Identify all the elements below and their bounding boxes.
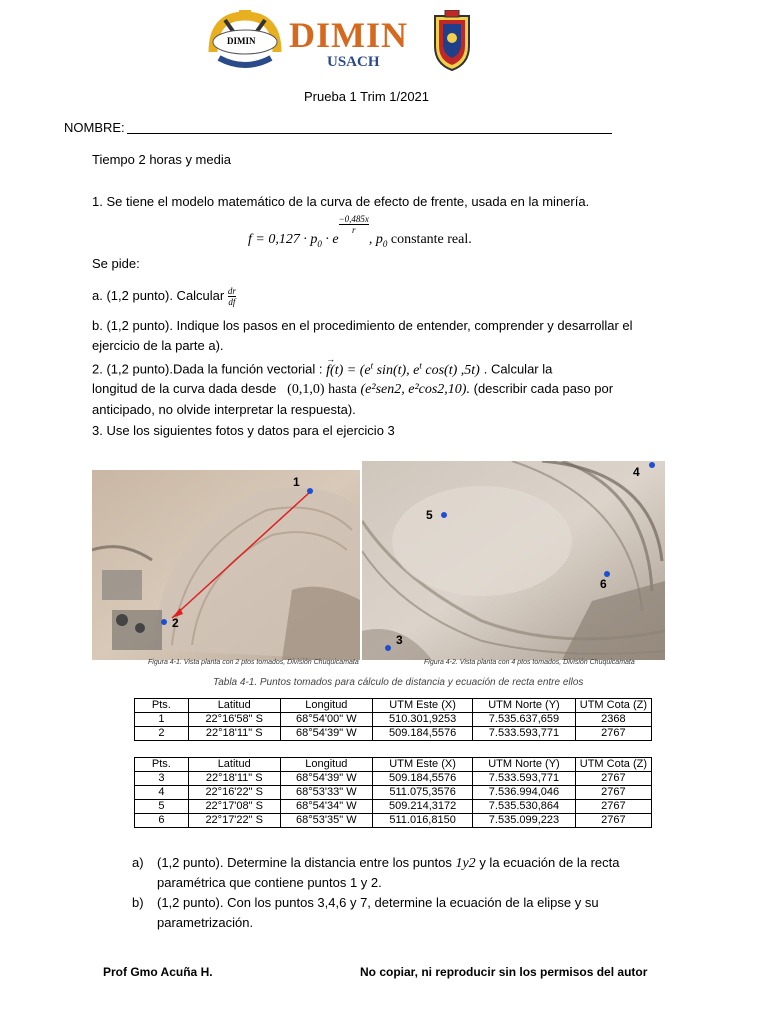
nombre-underline — [127, 133, 612, 134]
table-cell: 22°16'22" S — [188, 786, 280, 800]
sub-b-label: b) — [132, 895, 144, 910]
table-row — [135, 814, 652, 828]
footer-notice: No copiar, ni reproducir sin los permisos del autor — [360, 965, 648, 979]
logo-subtitle: USACH — [327, 54, 380, 70]
func-rest1: sin(t), e — [373, 362, 420, 378]
marker-point-3 — [385, 645, 391, 651]
sub-b-line1: (1,2 punto). Con los puntos 3,4,6 y 7, determine la ecuación de la elipse y su — [157, 895, 599, 910]
table-cell: 2368 — [575, 713, 651, 727]
logo-group — [205, 8, 475, 78]
marker-label-5: 5 — [426, 508, 433, 522]
table-cell: 510.301,9253 — [373, 713, 473, 727]
q2-from: (0,1,0) — [287, 382, 325, 397]
table-row — [135, 727, 652, 741]
marker-point-1 — [307, 488, 313, 494]
table-header: Latitud — [188, 758, 280, 772]
q2-line2-prefix: longitud de la curva dada desde — [92, 381, 277, 396]
sub-a-line2: paramétrica que contiene puntos 1 y 2. — [157, 875, 382, 890]
table-cell: 2767 — [575, 814, 651, 828]
table-cell: 5 — [135, 800, 189, 814]
table-cell: 2 — [135, 727, 189, 741]
q2-to: (e²sen2, e²cos2,10). — [360, 382, 470, 397]
table-cell: 2767 — [575, 727, 651, 741]
table-cell: 2767 — [575, 800, 651, 814]
marker-label-3: 3 — [396, 633, 403, 647]
table-cell: 22°18'11" S — [188, 772, 280, 786]
table-row — [135, 713, 652, 727]
formula-exponent — [339, 214, 369, 235]
q1-part-b-line2: ejercicio de la parte a). — [92, 338, 224, 353]
points-table-1 — [134, 698, 652, 741]
footer-author: Prof Gmo Acuña H. — [103, 965, 213, 979]
func-start: f(t) = (e — [326, 362, 371, 378]
table-header: Longitud — [280, 758, 372, 772]
table-header-row — [135, 699, 652, 713]
sub-a-post: y la ecuación de la recta — [479, 855, 620, 870]
marker-label-1: 1 — [293, 475, 300, 489]
sub-a-math: 1y2 — [455, 856, 476, 871]
table-header: UTM Cota (Z) — [575, 699, 651, 713]
logo-badge-text: DIMIN — [227, 36, 256, 46]
table-cell: 68°53'33" W — [280, 786, 372, 800]
part-a-text: a. (1,2 punto). Calcular — [92, 287, 225, 303]
table-cell: 511.016,8150 — [373, 814, 473, 828]
table-cell: 68°54'39" W — [280, 772, 372, 786]
nombre-line — [64, 120, 125, 135]
table-cell: 68°53'35" W — [280, 814, 372, 828]
q2-prefix: 2. (1,2 punto).Dada la función vectorial : — [92, 361, 323, 377]
logo-title: DIMIN — [289, 15, 408, 55]
formula-mid: · e — [321, 232, 339, 247]
aerial-photo-2 — [362, 461, 665, 660]
table-cell: 68°54'00" W — [280, 713, 372, 727]
table-cell: 22°18'11" S — [188, 727, 280, 741]
sub-b-line2: parametrización. — [157, 915, 254, 930]
table-cell: 1 — [135, 713, 189, 727]
table-cell: 68°54'39" W — [280, 727, 372, 741]
figure-caption-2: Figura 4-2. Vista planta con 4 ptos tomados, División Chuquicamata — [424, 659, 635, 666]
table-header: Latitud — [188, 699, 280, 713]
q2-line2 — [92, 381, 613, 398]
mine-aerial-image-1 — [92, 470, 360, 660]
part-a-fraction — [228, 286, 236, 307]
table-header: UTM Este (X) — [373, 699, 473, 713]
table-row — [135, 772, 652, 786]
table-cell: 22°17'08" S — [188, 800, 280, 814]
sup-t-2: t — [419, 360, 422, 370]
table-caption: Tabla 4-1. Puntos tomados para cálculo de distancia y ecuación de recta entre ellos — [213, 677, 584, 688]
table-cell: 509.184,5576 — [373, 727, 473, 741]
table-row — [135, 786, 652, 800]
q2-line3: anticipado, no olvide interpretar la respuesta). — [92, 402, 356, 417]
marker-point-4 — [649, 462, 655, 468]
table-cell: 7.536.994,046 — [473, 786, 576, 800]
marker-label-6: 6 — [600, 577, 607, 591]
table-header: UTM Norte (Y) — [473, 699, 576, 713]
fraction-num: dr — [227, 286, 236, 296]
table-cell: 68°54'34" W — [280, 800, 372, 814]
table-cell: 4 — [135, 786, 189, 800]
q1-formula — [248, 214, 472, 249]
formula-tail-p: , p — [368, 232, 383, 247]
q1-part-b-line1: b. (1,2 punto). Indique los pasos en el procedimiento de entender, comprender y desarrollar el — [92, 318, 633, 333]
sup-t-1: t — [370, 360, 374, 370]
tiempo-text: Tiempo 2 horas y media — [92, 152, 231, 167]
table-cell: 22°16'58" S — [188, 713, 280, 727]
formula-tail-sub: 0 — [382, 238, 388, 249]
table-header: UTM Este (X) — [373, 758, 473, 772]
table-cell: 2767 — [575, 786, 651, 800]
table-cell: 7.535.530,864 — [473, 800, 576, 814]
q2-hasta: hasta — [328, 382, 357, 397]
marker-point-2 — [161, 619, 167, 625]
fraction-den: df — [228, 297, 236, 307]
formula-tail-text: constante real. — [387, 232, 472, 247]
points-table-2 — [134, 757, 652, 828]
table-cell: 6 — [135, 814, 189, 828]
table-header: Pts. — [135, 758, 189, 772]
exponent-den: r — [351, 225, 356, 235]
table-row — [135, 800, 652, 814]
q2-line2-suffix: (describir cada paso por — [473, 381, 614, 396]
university-shield-icon — [431, 10, 473, 72]
q3-intro: 3. Use los siguientes fotos y datos para el ejercicio 3 — [92, 423, 395, 438]
table-cell: 7.533.593,771 — [473, 772, 576, 786]
table-header: Pts. — [135, 699, 189, 713]
sub-a-label: a) — [132, 855, 144, 870]
marker-label-2: 2 — [172, 616, 179, 630]
marker-point-5 — [441, 512, 447, 518]
sub-a-pre: (1,2 punto). Determine la distancia entre los puntos — [157, 855, 452, 870]
table-cell: 22°17'22" S — [188, 814, 280, 828]
figure-caption-1: Figura 4-1. Vista planta con 2 ptos tomados, División Chuquicamata — [148, 659, 359, 666]
table-header-row — [135, 758, 652, 772]
table-header: Longitud — [280, 699, 372, 713]
table-header: UTM Cota (Z) — [575, 758, 651, 772]
marker-label-4: 4 — [633, 465, 640, 479]
table-cell: 509.214,3172 — [373, 800, 473, 814]
formula-lhs: f = 0,127 · p — [248, 232, 318, 247]
table-cell: 3 — [135, 772, 189, 786]
exam-title: Prueba 1 Trim 1/2021 — [304, 89, 430, 104]
mine-aerial-image-2 — [362, 461, 665, 660]
table-cell: 7.535.099,223 — [473, 814, 576, 828]
table-header: UTM Norte (Y) — [473, 758, 576, 772]
table-cell: 2767 — [575, 772, 651, 786]
formula-sub: 0 — [317, 238, 322, 249]
q1-part-a — [92, 286, 236, 307]
vector-function: → $f(t) = (e^t$ sin(t), $e^t$ cos(t) ,5t) — [326, 353, 480, 378]
q2-line1 — [92, 353, 553, 379]
table-cell: 511.075,3576 — [373, 786, 473, 800]
nombre-label: NOMBRE: — [64, 120, 125, 135]
q1-intro: 1. Se tiene el modelo matemático de la curva de efecto de frente, usada en la minería. — [92, 194, 590, 209]
aerial-photo-1 — [92, 470, 360, 660]
exponent-num: −0,485x — [338, 214, 369, 224]
q2-suffix: . Calcular la — [483, 361, 553, 377]
table-cell: 7.533.593,771 — [473, 727, 576, 741]
table-cell: 7.535.637,659 — [473, 713, 576, 727]
func-rest2: cos(t) ,5t) — [421, 362, 480, 378]
se-pide: Se pide: — [92, 256, 140, 271]
sub-a-line1 — [157, 855, 620, 872]
table-cell: 509.184,5576 — [373, 772, 473, 786]
